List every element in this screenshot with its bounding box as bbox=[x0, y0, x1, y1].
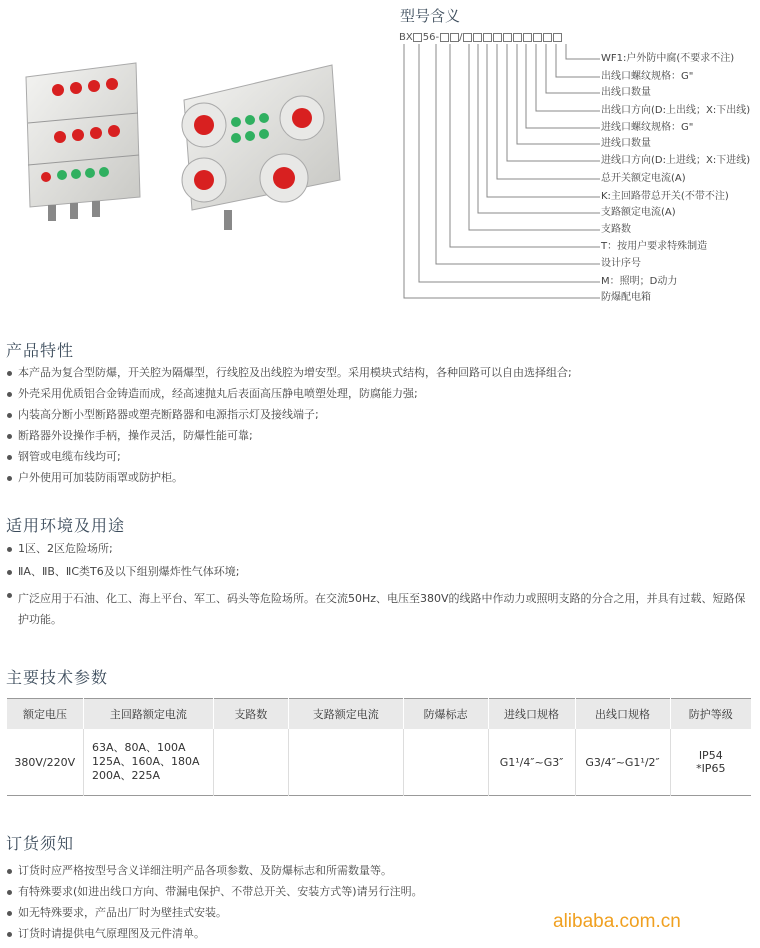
ordering-item: 订货时请提供电气原理图及元件清单。 bbox=[6, 927, 756, 941]
table-header: 出线口规格 bbox=[575, 699, 670, 730]
table-header: 防爆标志 bbox=[403, 699, 488, 730]
table-header: 主回路额定电流 bbox=[83, 699, 213, 730]
model-label-special: T：按用户要求特殊制造 bbox=[601, 241, 708, 252]
table-header: 进线口规格 bbox=[488, 699, 575, 730]
model-label-wf1: WF1:户外防中腐(不要求不注) bbox=[601, 53, 735, 64]
cell-inlet: G1¹/4″~G3″ bbox=[488, 729, 575, 796]
ordering-item: 订货时应严格按型号含义详细注明产品各项参数、及防爆标志和所需数量等。 bbox=[6, 864, 756, 878]
model-leader-lines bbox=[390, 40, 605, 305]
model-label-branch-count: 支路数 bbox=[601, 224, 631, 235]
main-current-line: 125A、160A、180A bbox=[91, 755, 200, 768]
table-header: 支路额定电流 bbox=[288, 699, 403, 730]
features-list bbox=[6, 366, 756, 485]
ip-line: *IP65 bbox=[696, 762, 726, 775]
params-title: 主要技术参数 bbox=[6, 668, 109, 687]
cell-ip bbox=[670, 729, 751, 796]
model-label-main-switch-current: 总开关额定电流(A) bbox=[601, 173, 686, 184]
model-label-outlet-count: 出线口数量 bbox=[601, 87, 651, 98]
model-label-lighting-power: M：照明；D动力 bbox=[601, 276, 678, 287]
feature-item: 本产品为复合型防爆，开关腔为隔爆型，行线腔及出线腔为增安型。采用模块式结构，各种回路可以自由选择组合; bbox=[6, 366, 756, 380]
cell-main-current bbox=[83, 729, 213, 796]
model-label-main-switch: K:主回路带总开关(不带不注) bbox=[601, 191, 729, 202]
model-label-inlet-direction: 进线口方向(D:上进线；X:下进线) bbox=[601, 155, 751, 166]
model-code-mid: 56- bbox=[422, 31, 440, 43]
ip-line: IP54 bbox=[698, 749, 723, 762]
ordering-title: 订货须知 bbox=[6, 834, 75, 853]
table-header-row bbox=[7, 699, 752, 730]
cell-ex-mark bbox=[403, 729, 488, 796]
model-title: 型号含义 bbox=[400, 7, 461, 25]
cell-branch-current bbox=[288, 729, 403, 796]
model-code-slash: / bbox=[459, 31, 463, 43]
environment-list bbox=[6, 542, 756, 630]
model-label-inlet-count: 进线口数量 bbox=[601, 138, 651, 149]
table-header: 支路数 bbox=[213, 699, 288, 730]
watermark: alibaba.com.cn bbox=[553, 911, 681, 932]
table-row bbox=[7, 729, 752, 796]
features-title: 产品特性 bbox=[6, 341, 75, 360]
model-label-outlet-thread: 出线口螺纹规格：G" bbox=[601, 71, 694, 82]
environment-item: ⅡA、ⅡB、ⅡC类T6及以下组别爆炸性气体环境; bbox=[6, 565, 756, 579]
table-header: 防护等级 bbox=[670, 699, 751, 730]
feature-item: 内装高分断小型断路器或塑壳断路器和电源指示灯及接线端子; bbox=[6, 408, 756, 422]
feature-item: 外壳采用优质铝合金铸造而成，经高速抛丸后表面高压静电喷塑处理，防腐能力强; bbox=[6, 387, 756, 401]
model-label-inlet-thread: 进线口螺纹规格：G" bbox=[601, 122, 694, 133]
cell-branches bbox=[213, 729, 288, 796]
model-label-design-no: 设计序号 bbox=[601, 258, 641, 269]
environment-item: 广泛应用于石油、化工、海上平台、军工、码头等危险场所。在交流50Hz、电压至380V的线路中作动力或照明支路的分合之用，并具有过载、短路保护功能。 bbox=[6, 588, 756, 630]
feature-item: 断路器外设操作手柄，操作灵活，防爆性能可靠; bbox=[6, 429, 756, 443]
cell-outlet: G3/4″~G1¹/2″ bbox=[575, 729, 670, 796]
main-current-line: 200A、225A bbox=[91, 769, 161, 782]
feature-item: 户外使用可加装防雨罩或防护柜。 bbox=[6, 471, 756, 485]
model-label-outlet-direction: 出线口方向(D:上出线；X:下出线) bbox=[601, 105, 751, 116]
feature-item: 钢管或电缆布线均可; bbox=[6, 450, 756, 464]
product-photo-right bbox=[162, 60, 347, 235]
model-code-prefix: BX bbox=[399, 31, 413, 43]
ordering-item: 如无特殊要求，产品出厂时为壁挂式安装。 bbox=[6, 906, 756, 920]
environment-item: 1区、2区危险场所; bbox=[6, 542, 756, 556]
main-current-line: 63A、80A、100A bbox=[91, 741, 186, 754]
ordering-item: 有特殊要求(如进出线口方向、带漏电保护、不带总开关、安装方式等)请另行注明。 bbox=[6, 885, 756, 899]
params-table bbox=[6, 698, 751, 796]
cell-voltage: 380V/220V bbox=[14, 755, 76, 769]
environment-title: 适用环境及用途 bbox=[6, 516, 126, 535]
model-label-product: 防爆配电箱 bbox=[601, 292, 651, 303]
table-header: 额定电压 bbox=[7, 699, 84, 730]
model-label-branch-current: 支路额定电流(A) bbox=[601, 207, 676, 218]
product-photo-left bbox=[18, 55, 158, 225]
